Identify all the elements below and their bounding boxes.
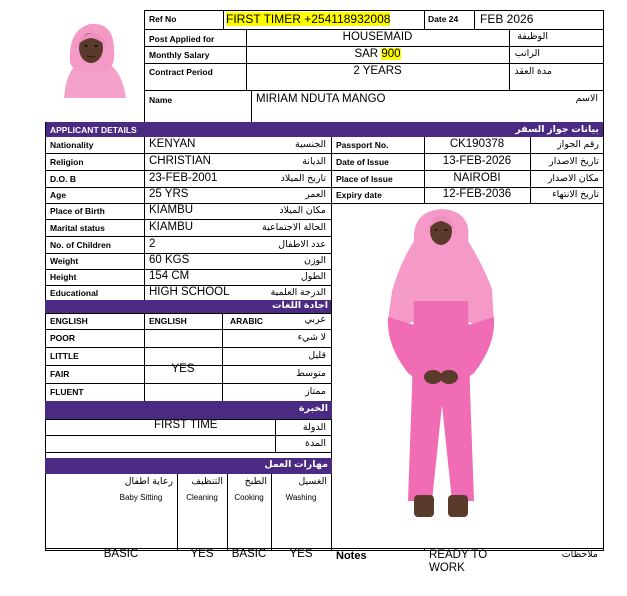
lang-row-ar: لا شيء: [297, 332, 326, 343]
passport-row-label: Date of Issue: [336, 156, 389, 167]
ref-label: Ref No: [149, 14, 177, 24]
row-divider: [45, 329, 332, 330]
applicant-row-ar: الوزن: [303, 255, 326, 266]
applicant-row-value: 23-FEB-2001: [149, 171, 218, 184]
row-divider: [331, 203, 604, 204]
lang-col-arabic: ARABIC: [230, 316, 264, 326]
applicant-row-value: KIAMBU: [149, 220, 194, 233]
lang-row-label: FAIR: [50, 369, 70, 379]
row-divider: [45, 347, 332, 348]
applicant-row-ar: تاريخ الميلاد: [280, 172, 326, 184]
applicant-row-label: Marital status: [50, 222, 105, 233]
applicant-row-label: Educational: [50, 287, 99, 298]
applicant-row-ar: الديانة: [302, 155, 326, 167]
skill-en: Washing: [285, 493, 317, 502]
applicant-row-ar: الطول: [300, 271, 326, 282]
applicant-row-value: 25 YRS: [149, 188, 189, 200]
passport-row-ar: تاريخ الاصدار: [549, 155, 599, 167]
skills-title-ar: مهارات العمل: [264, 459, 328, 470]
notes-label: Notes: [336, 550, 367, 562]
applicant-details-title: APPLICANT DETAILS: [50, 125, 137, 135]
lang-col-arabic-ar: عربي: [304, 314, 326, 325]
languages-title-ar: اجادة اللغات: [272, 300, 328, 311]
skill-value: YES: [190, 548, 214, 560]
skill-value: BASIC: [231, 548, 267, 560]
applicant-row-ar: الجنسية: [295, 139, 326, 150]
ref-value: FIRST TIMER +254118932008: [226, 12, 391, 26]
applicant-row-value: KIAMBU: [149, 204, 194, 216]
lang-row-ar: ممتاز: [305, 386, 326, 397]
passport-row-value: 13-FEB-2026: [442, 154, 512, 167]
skill-en: Cleaning: [186, 493, 218, 502]
lang-row-ar: متوسط: [296, 368, 326, 379]
applicant-row-label: Religion: [50, 156, 84, 167]
applicant-row-value: 154 CM: [149, 270, 190, 282]
skill-ar: رعاية اطفال: [124, 476, 173, 487]
passport-row-label: Place of Issue: [336, 173, 393, 184]
passport-row-ar: تاريخ الانتهاء: [552, 189, 599, 200]
skill-value: BASIC: [103, 548, 139, 560]
date-value: FEB 2026: [480, 12, 534, 26]
applicant-details-bar: [45, 122, 603, 137]
skill-value: YES: [289, 548, 313, 560]
post-value: HOUSEMAID: [342, 31, 413, 43]
lang-col-english-label: ENGLISH: [50, 316, 88, 326]
applicant-row-ar: عدد الاطفال: [278, 238, 326, 250]
full-body-photo: [378, 205, 504, 527]
salary-amount: 900: [381, 48, 401, 60]
passport-row-value: CK190378: [449, 138, 505, 150]
passport-row-label: Expiry date: [336, 190, 382, 200]
notes-ar: ملاحظات: [561, 549, 598, 560]
languages-bar: [45, 300, 332, 313]
applicant-row-value: CHRISTIAN: [149, 154, 211, 167]
post-label: Post Applied for: [149, 34, 215, 44]
lang-row-ar: قليل: [308, 350, 326, 361]
applicant-row-label: Place of Birth: [50, 206, 105, 216]
lang-row-label: FLUENT: [50, 387, 84, 397]
contract-ar: مدة العقد: [514, 66, 552, 77]
name-value: MIRIAM NDUTA MANGO: [256, 93, 386, 105]
passport-row-ar: مكان الاصدار: [547, 172, 599, 184]
applicant-row-value: HIGH SCHOOL: [149, 285, 230, 298]
lang-row-label: LITTLE: [50, 351, 79, 361]
passport-row-value: NAIROBI: [453, 171, 501, 184]
notes-value: READY TO WORK: [429, 549, 488, 574]
salary-value: [246, 48, 509, 60]
salary-ar: الراتب: [514, 48, 540, 59]
applicant-row-label: Weight: [50, 256, 79, 266]
skill-ar: التنظيف: [191, 476, 223, 487]
contract-label: Contract Period: [149, 67, 213, 77]
portrait-photo: [44, 12, 142, 98]
applicant-row-label: D.O. B: [50, 173, 76, 184]
experience-country-ar: الدولة: [302, 422, 326, 433]
date-label: Date 24: [428, 14, 459, 24]
applicant-row-label: Height: [50, 272, 77, 282]
skill-ar: الغسيل: [298, 476, 327, 487]
applicant-row-label: No. of Children: [50, 239, 111, 250]
applicant-row-label: Nationality: [50, 140, 94, 150]
skills-bar: [45, 458, 332, 474]
experience-title-ar: الخبرة: [298, 403, 328, 414]
passport-row-value: 12-FEB-2036: [442, 188, 512, 200]
lang-row-label: POOR: [50, 333, 76, 343]
row-divider: [45, 236, 332, 237]
experience-bar: [45, 401, 332, 419]
applicant-row-value: 60 KGS: [149, 254, 190, 266]
contract-value: 2 YEARS: [353, 65, 402, 77]
name-label: Name: [149, 95, 173, 105]
salary-currency: SAR: [354, 48, 379, 60]
row-divider: [45, 383, 332, 384]
passport-row-ar: رقم الجواز: [557, 139, 599, 150]
applicant-row-value: 2: [149, 237, 156, 250]
applicant-row-value: KENYAN: [149, 138, 196, 150]
applicant-row-ar: العمر: [305, 189, 326, 200]
skill-en: Cooking: [234, 493, 264, 502]
skill-ar: الطبخ: [244, 476, 267, 487]
passport-details-title-ar: بيانات جواز السفر: [515, 124, 599, 135]
passport-row-label: Passport No.: [336, 140, 389, 150]
applicant-row-label: Age: [50, 190, 67, 200]
experience-period-ar: المدة: [305, 438, 326, 449]
post-ar: الوظيفة: [517, 31, 548, 42]
applicant-row-ar: الحالة الاجتماعية: [262, 221, 326, 233]
row-divider: [45, 187, 332, 188]
lang-col-english: ENGLISH: [149, 316, 187, 326]
experience-country-value: FIRST TIME: [154, 419, 218, 431]
name-ar: الاسم: [575, 93, 598, 104]
lang-row-english: YES: [171, 363, 195, 375]
skill-en: Baby Sitting: [119, 493, 163, 502]
applicant-row-ar: الدرجة العلمية: [270, 286, 326, 298]
salary-label: Monthly Salary: [149, 50, 210, 60]
applicant-row-ar: مكان الميلاد: [279, 205, 326, 216]
